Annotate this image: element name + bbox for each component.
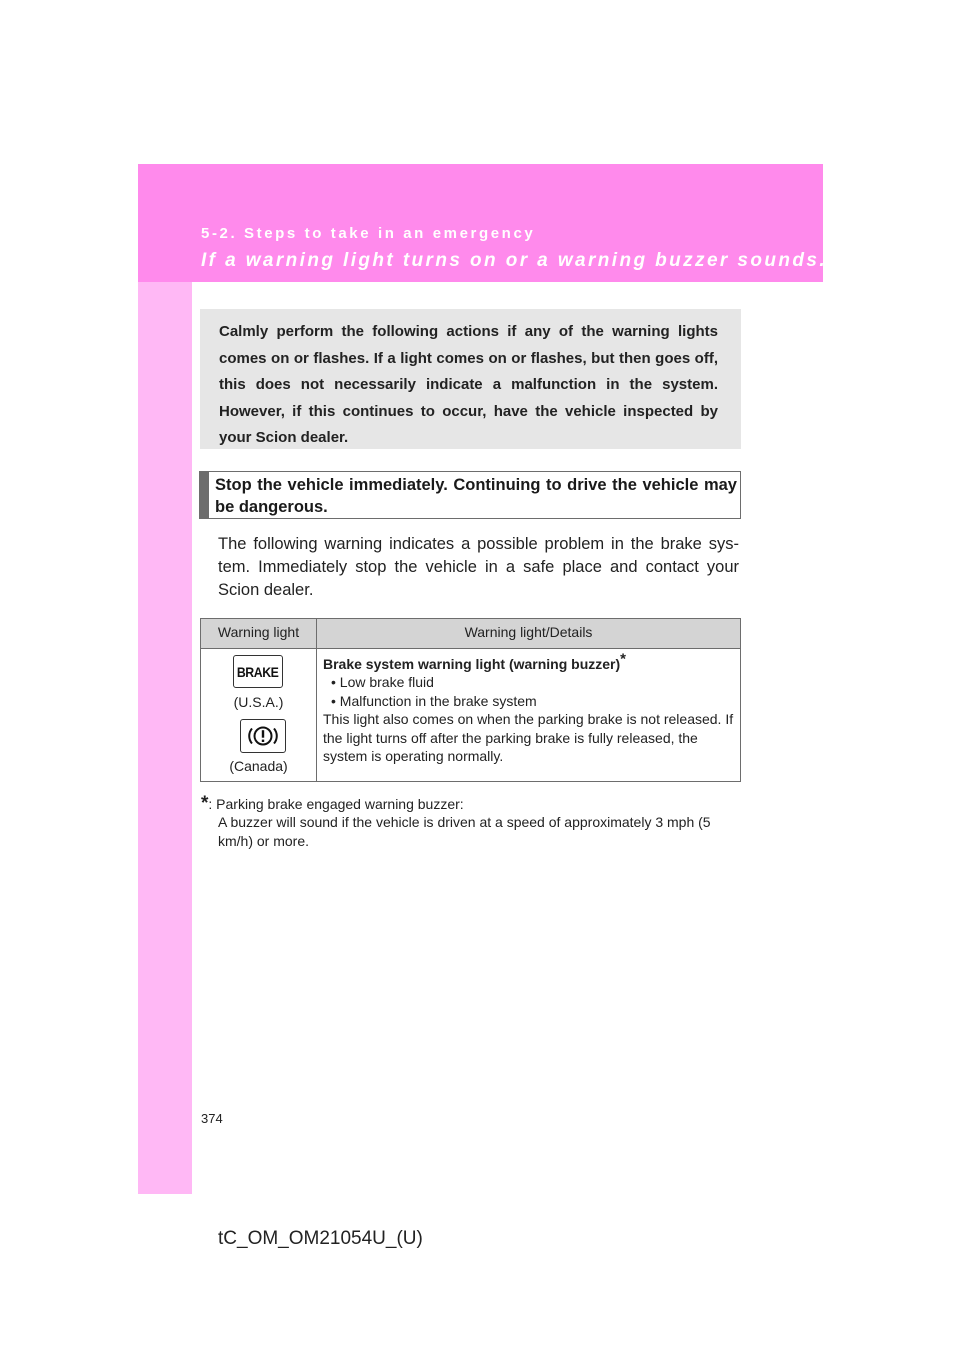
footnote-heading: [201, 795, 741, 813]
details-title-text: Brake system warning light (warning buzzer): [323, 656, 621, 672]
brake-exclamation-icon: [240, 719, 286, 753]
document-code: tC_OM_OM21054U_(U): [218, 1228, 423, 1249]
body-paragraph: The following warning indicates a possible problem in the brake sys-tem. Immediately stop the vehicle in a safe place and contact your Scion dealer.: [218, 535, 739, 599]
side-margin-band: [138, 164, 192, 1194]
details-bullet: • Malfunction in the brake system: [331, 692, 537, 709]
details-note: This light also comes on when the parking brake is not released. If the light turns off after the parking brake is fully released, the system is operating normally.: [323, 711, 734, 765]
intro-box: [200, 309, 741, 449]
column-header-warning-light: Warning light: [217, 624, 300, 640]
brake-exclamation-glyph: [241, 720, 285, 752]
region-label-usa: (U.S.A.): [233, 694, 284, 710]
section-label: 5-2. Steps to take in an emergency: [201, 225, 536, 242]
table-header-row: [201, 619, 740, 649]
warning-callout: [199, 471, 741, 519]
column-divider: [316, 619, 317, 781]
page-title: If a warning light turns on or a warning buzzer sounds...: [201, 250, 843, 271]
details-title-mark: *: [620, 650, 627, 668]
footnote-label: : Parking brake engaged warning buzzer:: [208, 796, 464, 812]
brake-warning-icon: [233, 655, 283, 688]
column-header-details: Warning light/Details: [464, 624, 593, 640]
warning-light-table: [200, 618, 741, 782]
region-label-canada: (Canada): [229, 758, 288, 774]
callout-text: Stop the vehicle immediately. Continuing to drive the vehicle may be dangerous.: [215, 476, 737, 516]
page-number: 374: [201, 1111, 223, 1126]
warning-details: [323, 650, 735, 765]
footnote: [201, 795, 741, 850]
details-title: [323, 650, 735, 673]
footnote-text: A buzzer will sound if the vehicle is driven at a speed of approximately 3 mph (5 km/h) or more.: [218, 814, 711, 849]
details-bullet: • Low brake fluid: [331, 674, 434, 691]
footnote-mark: *: [201, 793, 209, 814]
intro-text: Calmly perform the following actions if any of the warning lights comes on or flashes. If a light comes on or flashes, but then goes off, this does not necessarily indicate a malfunction in the system. However, if this continues to occur, have the vehicle inspected by your Scion dealer.: [219, 323, 718, 446]
brake-icon-text: BRAKE: [237, 663, 279, 680]
